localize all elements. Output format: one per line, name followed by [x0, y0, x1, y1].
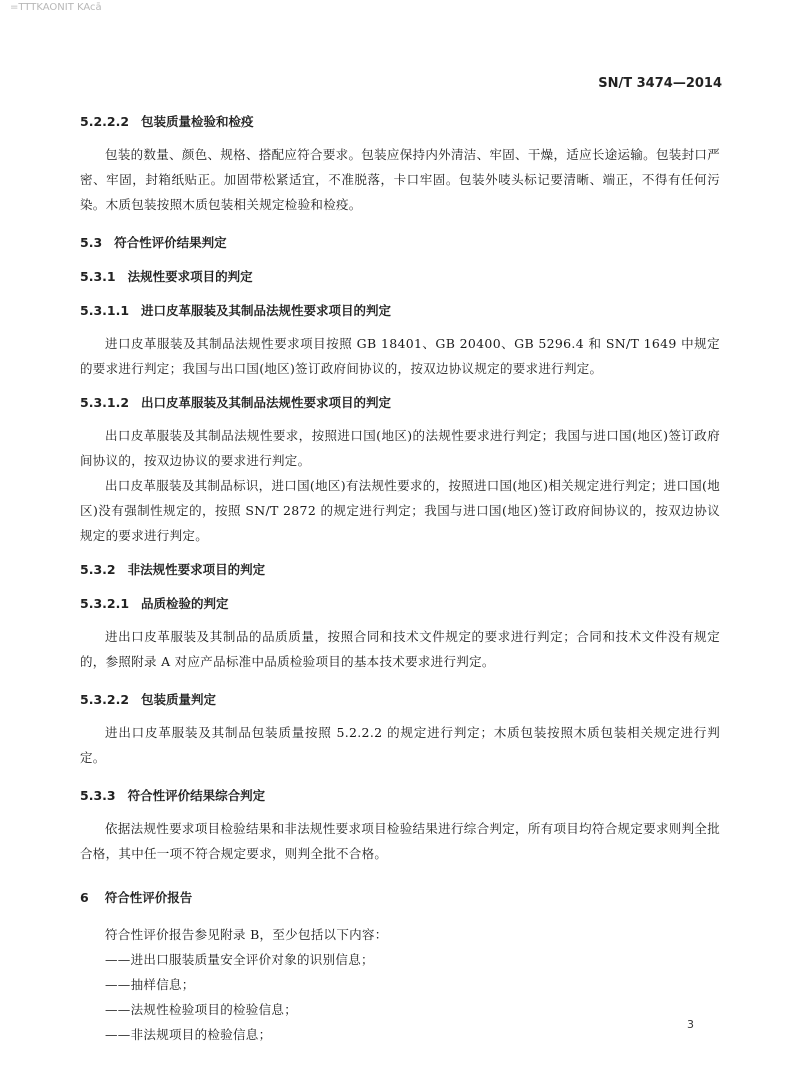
section-title: 符合性评价结果综合判定	[127, 788, 266, 803]
section-title: 符合性评价报告	[104, 890, 193, 905]
section-number: 5.3.1.2	[80, 395, 130, 410]
section-number: 5.3	[80, 235, 103, 250]
paragraph-5-3-1-1: 进口皮革服装及其制品法规性要求项目按照 GB 18401、GB 20400、GB 5296.4 和 SN/T 1649 中规定的要求进行判定；我国与出口国(地区)签订政府间协议的，按双边协议规定的要求进行判定。	[80, 336, 720, 376]
heading-5-3-2-2	[80, 690, 720, 708]
section-title: 品质检验的判定	[141, 596, 229, 611]
section-title: 符合性评价结果判定	[114, 235, 227, 250]
paragraph-5-2-2-2: 包装的数量、颜色、规格、搭配应符合要求。包装应保持内外清洁、牢固、干燥，适应长途运输。包装封口严密、牢固，封箱纸贴正。加固带松紧适宜，不准脱落，卡口牢固。包装外唛头标记要清晰、端正，不得有任何污染。木质包装按照木质包装相关规定检验和检疫。	[80, 147, 720, 212]
heading-5-3	[80, 233, 720, 251]
section-title: 非法规性要求项目的判定	[127, 562, 266, 577]
paragraph-5-3-1-2-a: 出口皮革服装及其制品法规性要求，按照进口国(地区)的法规性要求进行判定；我国与进口国(地区)签订政府间协议的，按双边协议的要求进行判定。	[80, 428, 720, 468]
heading-5-2-2-2	[80, 112, 720, 130]
section-number: 5.3.1.1	[80, 303, 130, 318]
paragraph-5-3-1-2-b: 出口皮革服装及其制品标识，进口国(地区)有法规性要求的，按照进口国(地区)相关规定进行判定；进口国(地区)没有强制性规定的，按照 SN/T 2872 的规定进行判定；我国与进口国(地区)签订政府间协议的，按双边协议规定的要求进行判定。	[80, 478, 720, 543]
list-item: ——进出口服装质量安全评价对象的识别信息；	[105, 952, 374, 967]
paragraph-5-3-2-2: 进出口皮革服装及其制品包装质量按照 5.2.2.2 的规定进行判定；木质包装按照木质包装相关规定进行判定。	[80, 725, 720, 765]
section-title: 法规性要求项目的判定	[127, 269, 253, 284]
paragraph-5-3-3: 依据法规性要求项目检验结果和非法规性要求项目检验结果进行综合判定，所有项目均符合规定要求则判全批合格，其中任一项不符合规定要求，则判全批不合格。	[80, 821, 720, 861]
heading-5-3-3	[80, 786, 720, 804]
heading-6	[80, 888, 720, 906]
section-title: 出口皮革服装及其制品法规性要求项目的判定	[141, 395, 392, 410]
section-number: 5.2.2.2	[80, 114, 130, 129]
heading-5-3-1-2	[80, 393, 720, 411]
section-number: 5.3.2	[80, 562, 116, 577]
section-number: 6	[80, 890, 89, 905]
heading-5-3-2-1	[80, 594, 720, 612]
document-body	[80, 112, 720, 1047]
page-number: 3	[687, 1018, 694, 1031]
heading-5-3-1-1	[80, 301, 720, 319]
section-number: 5.3.2.1	[80, 596, 130, 611]
heading-5-3-1	[80, 267, 720, 285]
section-title: 包装质量检验和检疫	[141, 114, 254, 129]
section-title: 包装质量判定	[141, 692, 217, 707]
standard-number: SN/T 3474—2014	[598, 76, 722, 91]
paragraph-5-3-2-1: 进出口皮革服装及其制品的品质质量，按照合同和技术文件规定的要求进行判定；合同和技术文件没有规定的，参照附录 A 对应产品标准中品质检验项目的基本技术要求进行判定。	[80, 629, 720, 669]
list-item: ——法规性检验项目的检验信息；	[105, 1002, 298, 1017]
watermark: =TTTKAONIT KAcā	[10, 2, 102, 13]
list-item: ——非法规项目的检验信息；	[105, 1027, 272, 1042]
heading-5-3-2	[80, 560, 720, 578]
paragraph-6: 符合性评价报告参见附录 B，至少包括以下内容：	[105, 927, 388, 942]
section-number: 5.3.1	[80, 269, 116, 284]
list-item: ——抽样信息；	[105, 977, 195, 992]
section-number: 5.3.3	[80, 788, 116, 803]
section-number: 5.3.2.2	[80, 692, 130, 707]
section-title: 进口皮革服装及其制品法规性要求项目的判定	[141, 303, 392, 318]
